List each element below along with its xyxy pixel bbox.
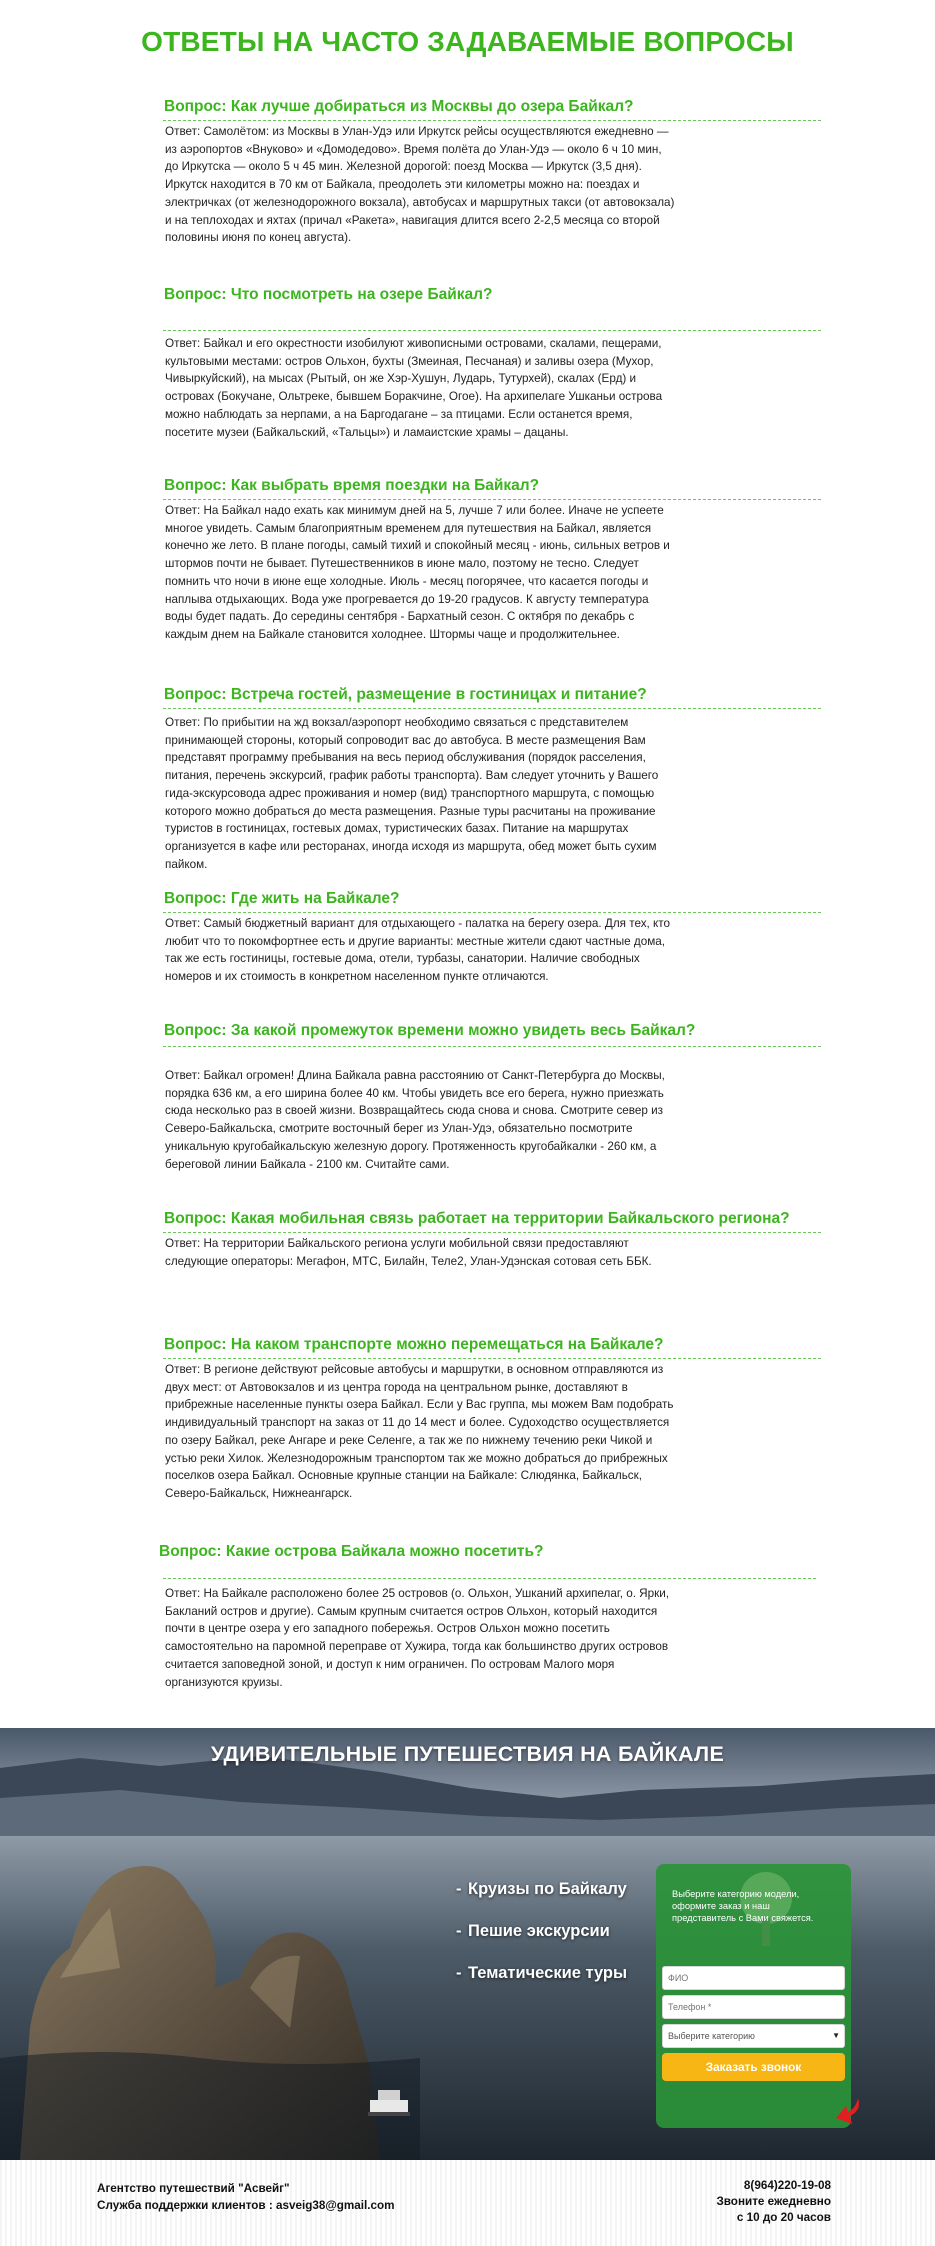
faq-answer: Ответ: Байкал огромен! Длина Байкала равна расстоянию от Санкт-Петербурга до Москвы, порядка 636 км, а его ширина более 40 км. Чтобы увидеть все его берега, нужно приезжать сюда несколько раз в своей жизни. Возвращайтесь сюда снова и снова. Смотрите север из Северо-Байкальска, смотрите восточный берег из Улан-Удэ, обязательно посмотрите уникальную кругобайкальскую железную дорогу. Протяженность кругобайкалки - 260 км, а береговой линии Байкала - 2100 км. Считайте сами. xyxy=(165,1069,665,1171)
faq-divider xyxy=(163,1232,821,1233)
callback-order-form xyxy=(656,1864,851,2128)
agency-name: Агентство путешествий "Асвейг" xyxy=(97,2182,290,2195)
footer xyxy=(0,2160,935,2246)
faq-answer: Ответ: На территории Байкальского региона услуги мобильной связи предоставляют следующие операторы: Мегафон, МТС, Билайн, Теле2, Улан-Удэнская сотовая сеть ББК. xyxy=(165,1237,652,1268)
faq-item xyxy=(158,1543,816,1691)
faq-item xyxy=(163,98,821,247)
faq-answer: Ответ: По прибытии на жд вокзал/аэропорт необходимо связаться с представителем принимающей стороны, который сопроводит вас до автобуса. В месте размещения Вам представят программу пребывания на весь период обслуживания (порядок расселения, питания, перечень экскурсий, график работы транспорта). Вам следует уточнить у Вашего гида-экскурсовода адрес проживания и номер (вид) транспортного маршрута, с помощью которого можно добраться до места размещения. Разные туры расчитаны на проживание туристов в гостиницах, гостевых домах, туристических базах. Питание на маршрутах организуется в кафе или ресторанах, иногда исходя из маршрута, обед может быть сухим пайком. xyxy=(165,716,659,871)
form-description: Выберите категорию модели, оформите заказ и наш представитель с Вами свяжется. xyxy=(672,1889,814,1923)
call-text: Звоните ежедневно xyxy=(716,2195,831,2208)
faq-divider xyxy=(163,1578,816,1579)
faq-item xyxy=(163,1022,821,1173)
faq-divider xyxy=(163,1358,821,1359)
faq-question: Вопрос: Что посмотреть на озере Байкал? xyxy=(164,286,493,303)
hero-title: УДИВИТЕЛЬНЫЕ ПУТЕШЕСТВИЯ НА БАЙКАЛЕ xyxy=(210,1742,725,1766)
red-arrow-icon xyxy=(832,2096,862,2128)
faq-question: Вопрос: Где жить на Байкале? xyxy=(164,890,400,907)
tour-item: - Тематические туры xyxy=(456,1964,628,1982)
faq-item xyxy=(163,286,821,441)
faq-question: Вопрос: На каком транспорте можно перемещаться на Байкале? xyxy=(164,1336,664,1353)
faq-question: Вопрос: Встреча гостей, размещение в гостиницах и питание? xyxy=(164,686,647,703)
faq-question: Вопрос: Как выбрать время поездки на Байкал? xyxy=(164,477,540,494)
phone-input[interactable] xyxy=(662,1995,845,2019)
faq-answer: Ответ: На Байкале расположено более 25 островов (о. Ольхон, Ушканий архипелаг, о. Ярки, Бакланий остров и другие). Самым крупным считается остров Ольхон, который находится почти в центре озера у его западного побережья. Остров Ольхон можно посетить самостоятельно на паромной переправе от Хужира, тогда как большинство других островов считается заповедной зоной, и доступ к ним ограничен. По островам Малого моря организуются круизы. xyxy=(165,1587,670,1689)
faq-divider xyxy=(163,1046,821,1047)
faq-divider xyxy=(163,708,821,709)
working-hours: с 10 до 20 часов xyxy=(736,2211,831,2224)
faq-answer: Ответ: Самолётом: из Москвы в Улан-Удэ или Иркутск рейсы осуществляются ежедневно — из аэропортов «Внуково» и «Домодедово». Время полёта до Улан-Удэ — около 6 ч 10 мин, до Иркутска — около 5 ч 45 мин. Железной дорогой: поезд Москва — Иркутск (3,5 дня). Иркутск находится в 70 км от Байкала, преодолеть эти километры можно на: поездах и электричках (от железнодорожного вокзала), автобусах и маршрутных такси (от автовокзала) и на теплоходах и яхтах (причал «Ракета», навигация длится всего 2-2,5 месяца со второй половины июня по конец августа). xyxy=(165,125,675,245)
faq-item xyxy=(163,890,821,986)
faq-question: Вопрос: За какой промежуток времени можно увидеть весь Байкал? xyxy=(164,1022,696,1039)
order-call-button[interactable]: Заказать звонок xyxy=(662,2053,845,2081)
faq-item xyxy=(163,1336,821,1503)
tour-list xyxy=(456,1880,627,2006)
faq-answer: Ответ: На Байкал надо ехать как минимум дней на 5, лучше 7 или более. Иначе не успеете многое увидеть. Самым благоприятным временем для путешествия на Байкал, является конечно же лето. В плане погоды, самый тихий и спокойный месяц - июнь, сильных ветров и штормов почти не бывает. Путешественников в июне мало, поэтому не тесно. Следует помнить что ночи в июне еще холодные. Июль - месяц погорячее, что касается погоды и наплыва отдыхающих. Вода уже прогревается до 19-20 градусов. К августу температура воды будет падать. До середины сентября - Бархатный сезон. С октября по декабрь с каждым днем на Байкале становится холоднее. Штормы чаще и продолжительнее. xyxy=(165,504,670,641)
faq-divider xyxy=(163,499,821,500)
faq-answer: Ответ: Самый бюджетный вариант для отдыхающего - палатка на берегу озера. Для тех, кто любит что то покомфортнее есть и другие варианты: местные жители сдают частные дома, так же есть гостиницы, гостевые дома, отели, турбазы, санатории. Наличие свободных номеров и их стоимость в конкретном населенном пункте отличаются. xyxy=(165,917,671,984)
faq-divider xyxy=(163,330,821,331)
faq-answer: Ответ: Байкал и его окрестности изобилуют живописными островами, скалами, пещерами, культовыми местами: остров Ольхон, бухты (Змеиная, Песчаная) и заливы озера (Мухор, Чивыркуйский), на мысах (Рытый, он же Хэр-Хушун, Лударь, Тутурхей), скалах (Ерд) и островах (Бокучане, Ольтреке, бывшем Боракчине, Огое). На архипелаге Ушканьи острова можно наблюдать за нерпами, а на Баргодагане – за птицами. Если останется время, посетите музеи (Байкальский, «Тальцы») и ламаистские храмы – дацаны. xyxy=(165,337,663,439)
faq-item xyxy=(163,686,821,873)
name-input[interactable] xyxy=(662,1966,845,1990)
footer-contacts xyxy=(97,2180,395,2214)
faq-question: Вопрос: Как лучше добираться из Москвы до озера Байкал? xyxy=(164,98,634,115)
faq-question: Вопрос: Какие острова Байкала можно посетить? xyxy=(159,1543,544,1560)
faq-question: Вопрос: Какая мобильная связь работает на территории Байкальского региона? xyxy=(164,1210,790,1227)
faq-divider xyxy=(163,912,821,913)
footer-phone-block xyxy=(716,2178,831,2226)
faq-answer: Ответ: В регионе действуют рейсовые автобусы и маршрутки, в основном отправляются из двух мест: от Автовокзалов и из центра города на центральном рынке, доставляют в прибрежные населенные пункты озера Байкал. Если у Вас группа, мы можем Вам подобрать индивидуальный транспорт на заказ от 11 до 14 мест и более. Судоходство осуществляется по озеру Байкал, реке Ангаре и реке Селенге, а так же по нижнему течению реки Чикой и устью реки Хилок. Железнодорожным транспортом так же можно добраться до прибрежных поселков озера Байкал. Основные крупные станции на Байкале: Слюдянка, Байкальск, Северо-Байкальск, Нижнеангарск. xyxy=(165,1363,674,1500)
faq-item xyxy=(163,1210,821,1270)
category-select[interactable]: Выберите категорию ▼ xyxy=(662,2024,845,2048)
support-email[interactable]: Служба поддержки клиентов : asveig38@gmail.com xyxy=(97,2199,395,2212)
dropdown-caret-icon: ▼ xyxy=(832,2031,840,2040)
faq-item xyxy=(163,477,821,644)
hero-banner xyxy=(0,1728,935,2160)
faq-divider xyxy=(163,120,821,121)
page-title: ОТВЕТЫ НА ЧАСТО ЗАДАВАЕМЫЕ ВОПРОСЫ xyxy=(141,26,794,57)
tour-item: - Пешие экскурсии xyxy=(456,1922,610,1940)
tour-item: - Круизы по Байкалу xyxy=(456,1880,627,1898)
phone-number[interactable]: 8(964)220-19-08 xyxy=(743,2179,831,2192)
